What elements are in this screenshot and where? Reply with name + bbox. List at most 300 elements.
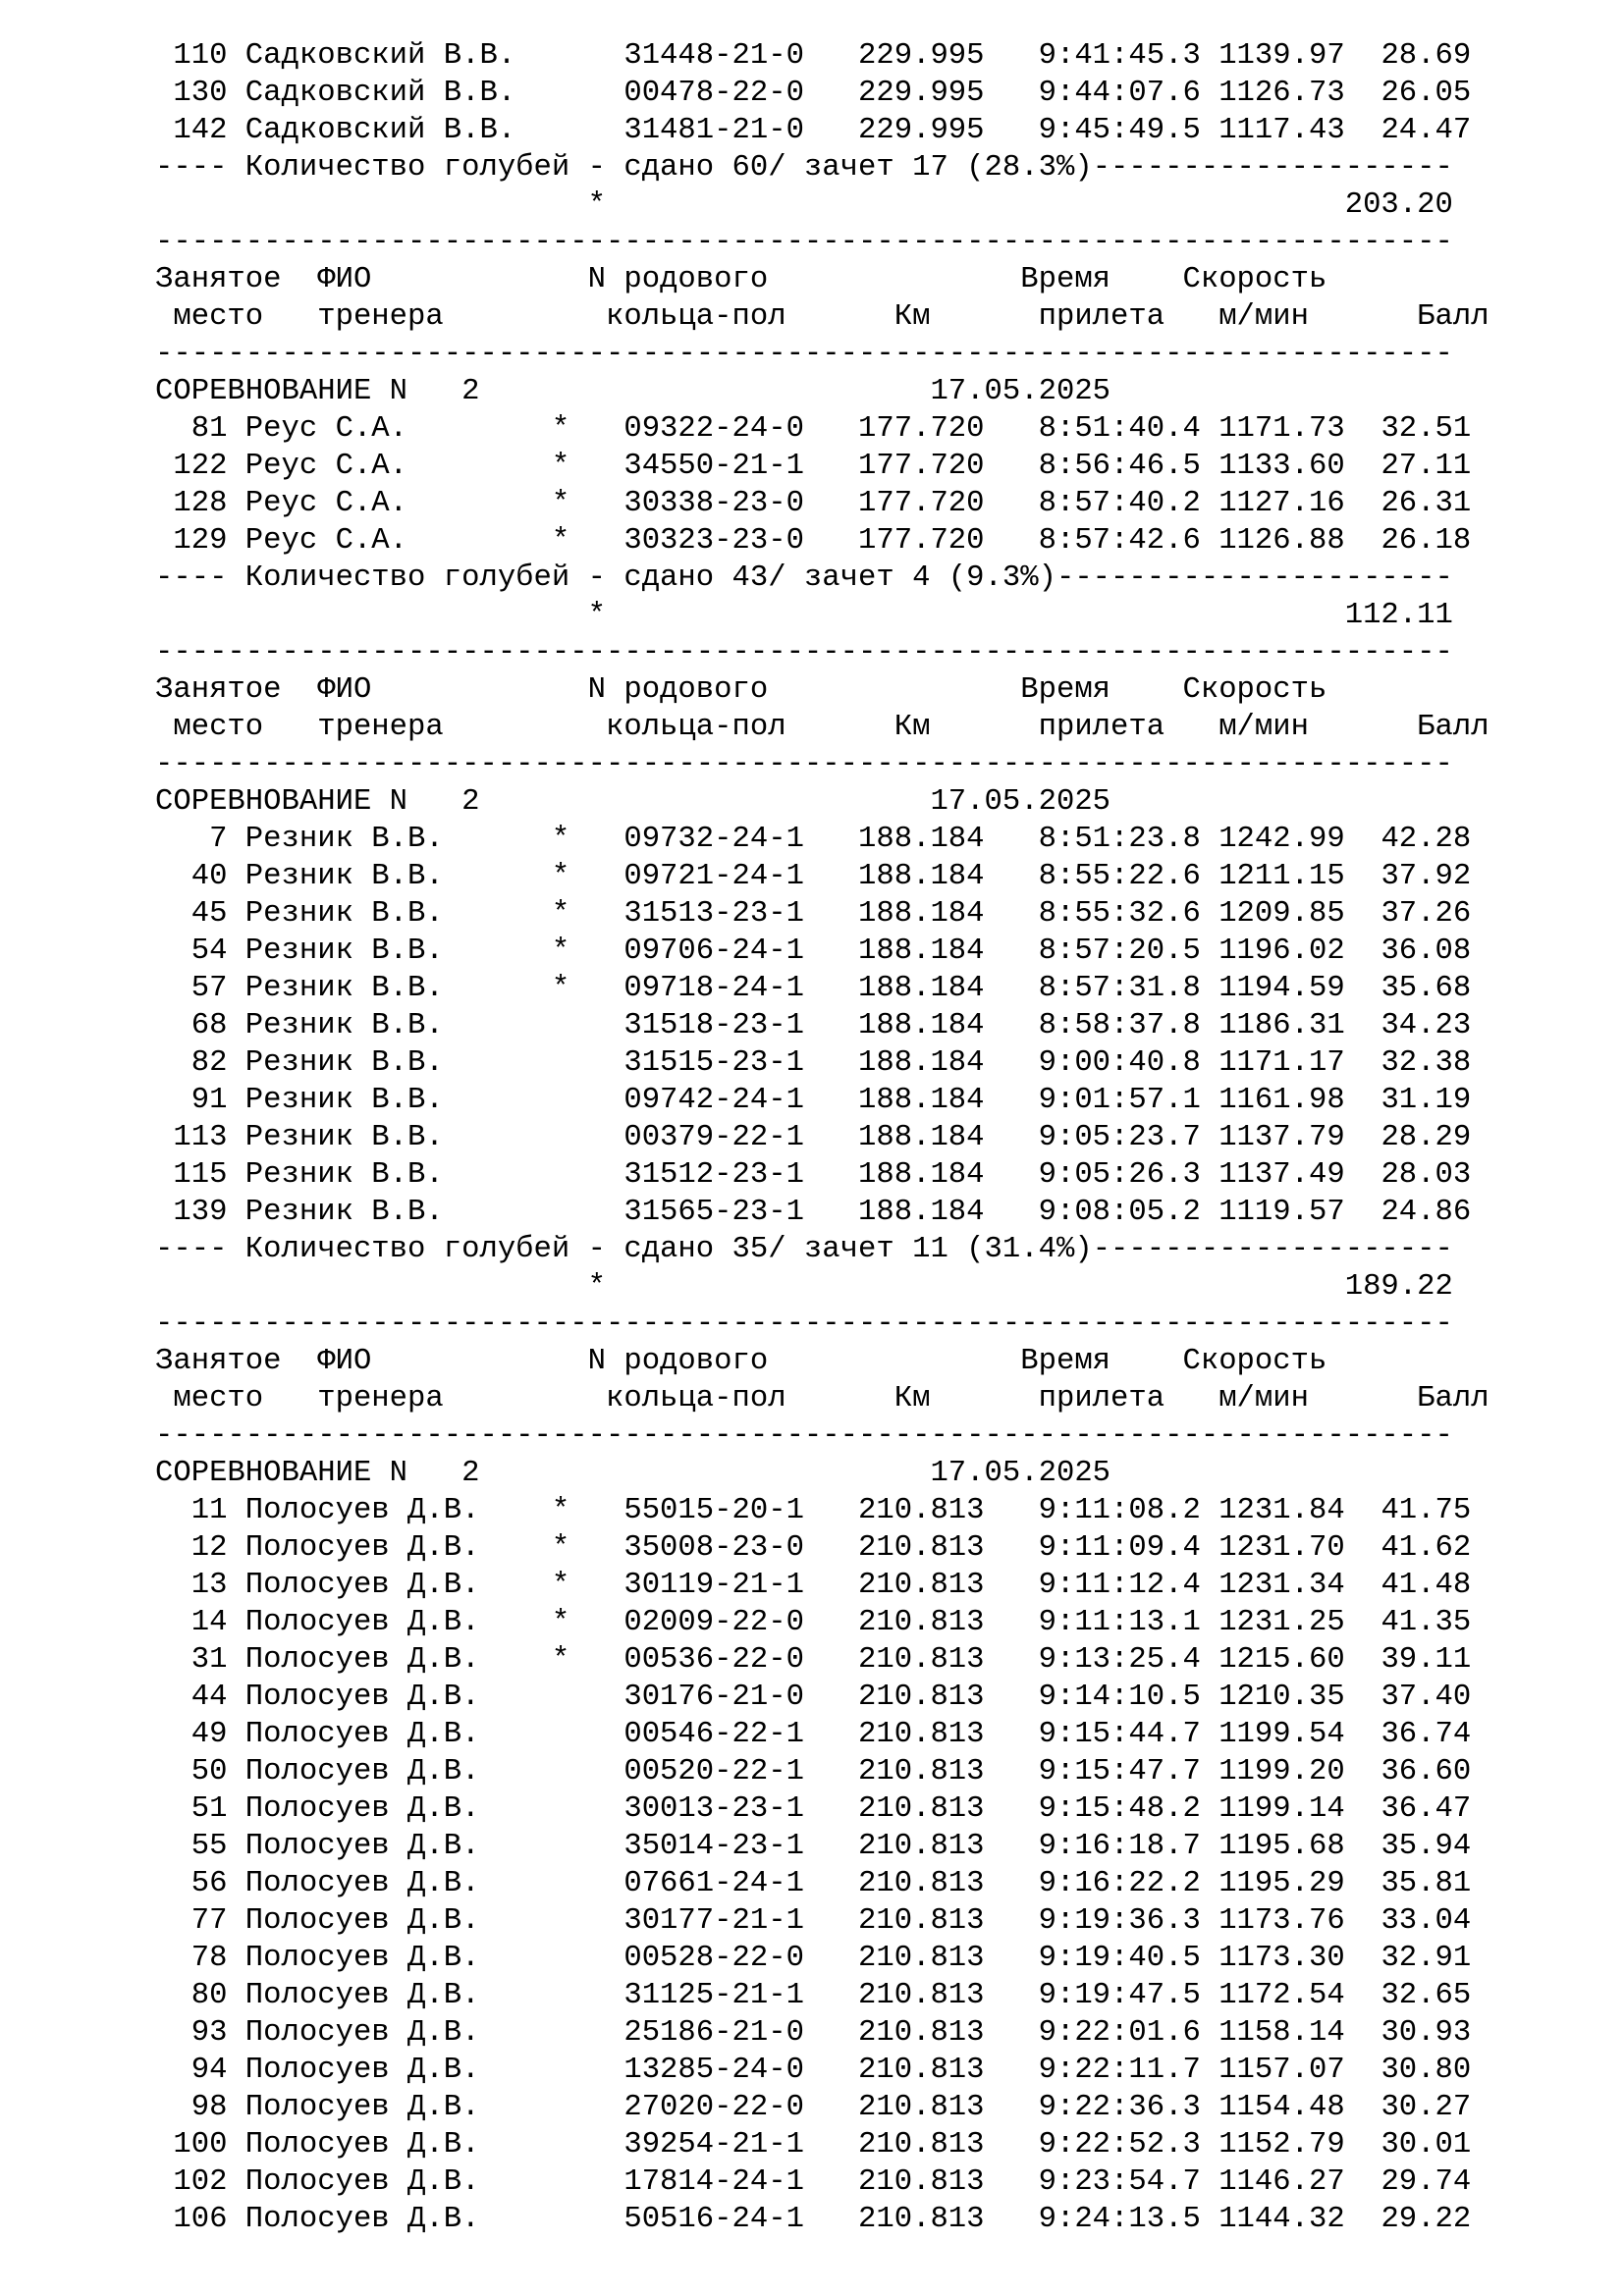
- header-ring2: кольца-пол: [605, 711, 786, 744]
- row-place: 130: [173, 77, 228, 110]
- row-speed: 1199.20: [1218, 1755, 1345, 1789]
- row-km: 210.813: [858, 1904, 985, 1938]
- row-time: 8:51:23.8: [1038, 823, 1201, 856]
- header-time: Время: [1020, 263, 1111, 296]
- row-ring: 35008-23-0: [623, 1531, 804, 1565]
- row-km: 188.184: [858, 1121, 985, 1154]
- row-name: Резник В.В.: [244, 860, 444, 893]
- row-star: *: [551, 524, 570, 558]
- row-ring: 07661-24-1: [623, 1867, 804, 1900]
- row-star: *: [551, 897, 570, 931]
- row-score: 30.93: [1380, 2016, 1472, 2050]
- row-score: 26.31: [1380, 487, 1472, 520]
- table-row: [155, 1790, 1489, 1828]
- header-time: Время: [1020, 1345, 1111, 1378]
- row-time: 9:11:12.4: [1038, 1569, 1201, 1602]
- row-km: 210.813: [858, 2128, 985, 2162]
- header-time2: прилета: [1038, 711, 1165, 744]
- table-row: [155, 522, 1489, 560]
- competition-label: СОРЕВНОВАНИЕ N: [155, 1457, 408, 1490]
- row-ring: 13285-24-0: [623, 2054, 804, 2087]
- row-score: 41.35: [1380, 1606, 1472, 1639]
- row-km: 188.184: [858, 897, 985, 931]
- row-km: 229.995: [858, 39, 985, 73]
- row-name: Реус С.А.: [244, 487, 408, 520]
- row-name: Реус С.А.: [244, 524, 408, 558]
- row-ring: 31513-23-1: [623, 897, 804, 931]
- row-speed: 1211.15: [1218, 860, 1345, 893]
- header-fio2: тренера: [317, 711, 444, 744]
- row-ring: 00528-22-0: [623, 1942, 804, 1975]
- row-ring: 31481-21-0: [623, 114, 804, 147]
- row-place: 91: [190, 1084, 228, 1117]
- row-time: 8:57:40.2: [1038, 487, 1201, 520]
- row-score: 30.80: [1380, 2054, 1472, 2087]
- row-time: 9:45:49.5: [1038, 114, 1201, 147]
- competition-date: 17.05.2025: [930, 1457, 1111, 1490]
- row-place: 11: [190, 1494, 228, 1527]
- row-time: 9:05:26.3: [1038, 1158, 1201, 1192]
- header-score: Балл: [1417, 300, 1489, 334]
- row-km: 177.720: [858, 524, 985, 558]
- row-score: 28.69: [1380, 39, 1472, 73]
- row-star: *: [551, 1569, 570, 1602]
- row-speed: 1117.43: [1218, 114, 1345, 147]
- row-time: 8:51:40.4: [1038, 412, 1201, 446]
- row-name: Садковский В.В.: [244, 77, 516, 110]
- row-name: Полосуев Д.В.: [244, 1942, 480, 1975]
- header-speed2: м/мин: [1218, 300, 1309, 334]
- row-ring: 30323-23-0: [623, 524, 804, 558]
- table-row: [155, 410, 1489, 448]
- table-row: [155, 485, 1489, 522]
- row-time: 8:55:22.6: [1038, 860, 1201, 893]
- row-time: 9:24:13.5: [1038, 2203, 1201, 2236]
- row-name: Резник В.В.: [244, 1046, 444, 1080]
- row-time: 9:41:45.3: [1038, 39, 1201, 73]
- row-time: 9:00:40.8: [1038, 1046, 1201, 1080]
- row-name: Полосуев Д.В.: [244, 1494, 480, 1527]
- row-place: 57: [190, 972, 228, 1005]
- row-ring: 39254-21-1: [623, 2128, 804, 2162]
- row-score: 37.92: [1380, 860, 1472, 893]
- row-place: 68: [190, 1009, 228, 1042]
- header-time: Время: [1020, 673, 1111, 707]
- table-row: [155, 858, 1489, 895]
- header-place2: место: [173, 711, 264, 744]
- row-km: 188.184: [858, 1084, 985, 1117]
- row-km: 177.720: [858, 450, 985, 483]
- row-speed: 1126.73: [1218, 77, 1345, 110]
- row-name: Резник В.В.: [244, 823, 444, 856]
- row-km: 188.184: [858, 860, 985, 893]
- row-name: Резник В.В.: [244, 1121, 444, 1154]
- table-row: [155, 1679, 1489, 1716]
- header-ring2: кольца-пол: [605, 1382, 786, 1415]
- row-place: 13: [190, 1569, 228, 1602]
- row-time: 9:19:36.3: [1038, 1904, 1201, 1938]
- row-place: 142: [173, 114, 228, 147]
- row-time: 9:11:13.1: [1038, 1606, 1201, 1639]
- row-ring: 27020-22-0: [623, 2091, 804, 2124]
- table-row: [155, 2201, 1489, 2238]
- total-line: * 189.22: [587, 1270, 1453, 1304]
- row-time: 9:05:23.7: [1038, 1121, 1201, 1154]
- row-name: Полосуев Д.В.: [244, 2165, 480, 2199]
- row-km: 210.813: [858, 1867, 985, 1900]
- summary-text: Количество голубей - сдано 60/ зачет 17 (28.3%): [244, 151, 1093, 185]
- header-score: Балл: [1417, 711, 1489, 744]
- row-star: *: [551, 1494, 570, 1527]
- header-score: Балл: [1417, 1382, 1489, 1415]
- row-time: 9:14:10.5: [1038, 1681, 1201, 1714]
- row-time: 9:11:08.2: [1038, 1494, 1201, 1527]
- row-star: *: [551, 412, 570, 446]
- competition-line: [155, 783, 1489, 821]
- table-row: [155, 1156, 1489, 1194]
- row-speed: 1154.48: [1218, 2091, 1345, 2124]
- row-name: Полосуев Д.В.: [244, 2054, 480, 2087]
- row-score: 37.26: [1380, 897, 1472, 931]
- row-score: 34.23: [1380, 1009, 1472, 1042]
- separator-line: ------------------------------------------------------------------------: [155, 636, 1453, 669]
- table-row: [155, 933, 1489, 970]
- row-place: 106: [173, 2203, 228, 2236]
- row-ring: 35014-23-1: [623, 1830, 804, 1863]
- table-row: [155, 1007, 1489, 1044]
- header-place: Занятое: [155, 263, 282, 296]
- summary-text: Количество голубей - сдано 43/ зачет 4 (9.3%): [244, 561, 1056, 595]
- row-name: Полосуев Д.В.: [244, 1867, 480, 1900]
- row-ring: 00379-22-1: [623, 1121, 804, 1154]
- row-time: 9:01:57.1: [1038, 1084, 1201, 1117]
- row-time: 9:22:36.3: [1038, 2091, 1201, 2124]
- row-score: 29.74: [1380, 2165, 1472, 2199]
- table-row: [155, 1940, 1489, 1977]
- table-row: [155, 448, 1489, 485]
- row-score: 39.11: [1380, 1643, 1472, 1677]
- row-place: 31: [190, 1643, 228, 1677]
- row-km: 210.813: [858, 1606, 985, 1639]
- row-place: 14: [190, 1606, 228, 1639]
- row-ring: 17814-24-1: [623, 2165, 804, 2199]
- row-score: 32.91: [1380, 1942, 1472, 1975]
- table-row: [155, 895, 1489, 933]
- table-row: [155, 2089, 1489, 2126]
- row-place: 98: [190, 2091, 228, 2124]
- row-time: 9:16:18.7: [1038, 1830, 1201, 1863]
- header-speed2: м/мин: [1218, 1382, 1309, 1415]
- header-ring: N родового: [587, 1345, 769, 1378]
- row-km: 210.813: [858, 1830, 985, 1863]
- row-score: 30.01: [1380, 2128, 1472, 2162]
- table-row: [155, 1604, 1489, 1641]
- row-ring: 31518-23-1: [623, 1009, 804, 1042]
- row-speed: 1195.29: [1218, 1867, 1345, 1900]
- row-time: 9:19:47.5: [1038, 1979, 1201, 2012]
- row-speed: 1144.32: [1218, 2203, 1345, 2236]
- total-score: 203.20: [1344, 188, 1453, 222]
- row-name: Полосуев Д.В.: [244, 1979, 480, 2012]
- summary-text: Количество голубей - сдано 35/ зачет 11 (31.4%): [244, 1233, 1093, 1266]
- row-km: 229.995: [858, 77, 985, 110]
- row-score: 32.65: [1380, 1979, 1472, 2012]
- row-speed: 1231.84: [1218, 1494, 1345, 1527]
- row-km: 210.813: [858, 2054, 985, 2087]
- row-time: 8:55:32.6: [1038, 897, 1201, 931]
- row-km: 210.813: [858, 1531, 985, 1565]
- row-place: 81: [190, 412, 228, 446]
- row-name: Полосуев Д.В.: [244, 1718, 480, 1751]
- separator-line: ------------------------------------------------------------------------: [155, 226, 1453, 259]
- row-place: 51: [190, 1792, 228, 1826]
- header-place: Занятое: [155, 1345, 282, 1378]
- table-row: [155, 1194, 1489, 1231]
- row-ring: 00536-22-0: [623, 1643, 804, 1677]
- row-speed: 1194.59: [1218, 972, 1345, 1005]
- row-name: Садковский В.В.: [244, 39, 516, 73]
- row-km: 210.813: [858, 2203, 985, 2236]
- row-place: 128: [173, 487, 228, 520]
- table-row: [155, 1044, 1489, 1082]
- row-place: 56: [190, 1867, 228, 1900]
- header-fio: ФИО: [317, 263, 372, 296]
- row-place: 82: [190, 1046, 228, 1080]
- row-time: 9:19:40.5: [1038, 1942, 1201, 1975]
- row-speed: 1127.16: [1218, 487, 1345, 520]
- row-ring: 02009-22-0: [623, 1606, 804, 1639]
- row-ring: 30176-21-0: [623, 1681, 804, 1714]
- row-score: 37.40: [1380, 1681, 1472, 1714]
- row-speed: 1215.60: [1218, 1643, 1345, 1677]
- row-ring: 55015-20-1: [623, 1494, 804, 1527]
- row-speed: 1139.97: [1218, 39, 1345, 73]
- row-km: 188.184: [858, 934, 985, 968]
- row-ring: 00478-22-0: [623, 77, 804, 110]
- row-place: 49: [190, 1718, 228, 1751]
- row-km: 177.720: [858, 487, 985, 520]
- row-score: 32.51: [1380, 412, 1472, 446]
- row-time: 9:15:48.2: [1038, 1792, 1201, 1826]
- row-time: 8:57:42.6: [1038, 524, 1201, 558]
- row-place: 55: [190, 1830, 228, 1863]
- row-km: 188.184: [858, 823, 985, 856]
- row-ring: 31512-23-1: [623, 1158, 804, 1192]
- competition-label: СОРЕВНОВАНИЕ N: [155, 785, 408, 819]
- row-time: 9:15:44.7: [1038, 1718, 1201, 1751]
- row-star: *: [551, 823, 570, 856]
- row-km: 210.813: [858, 1569, 985, 1602]
- row-score: 24.47: [1380, 114, 1472, 147]
- row-score: 41.75: [1380, 1494, 1472, 1527]
- row-score: 36.47: [1380, 1792, 1472, 1826]
- row-time: 8:57:20.5: [1038, 934, 1201, 968]
- row-ring: 00520-22-1: [623, 1755, 804, 1789]
- table-row: [155, 2052, 1489, 2089]
- separator-line: ------------------------------------------------------------------------: [155, 338, 1453, 371]
- row-star: *: [551, 1643, 570, 1677]
- row-place: 113: [173, 1121, 228, 1154]
- row-name: Полосуев Д.В.: [244, 1531, 480, 1565]
- row-name: Резник В.В.: [244, 1084, 444, 1117]
- row-speed: 1171.73: [1218, 412, 1345, 446]
- row-star: *: [551, 860, 570, 893]
- row-name: Полосуев Д.В.: [244, 1643, 480, 1677]
- table-row: [155, 37, 1489, 75]
- row-km: 210.813: [858, 1718, 985, 1751]
- summary-line: ---- Количество голубей - сдано 43/ зачет 4 (9.3%)----------------------: [155, 561, 1453, 595]
- table-row: [155, 970, 1489, 1007]
- row-km: 188.184: [858, 972, 985, 1005]
- row-score: 41.62: [1380, 1531, 1472, 1565]
- row-score: 36.60: [1380, 1755, 1472, 1789]
- row-time: 8:58:37.8: [1038, 1009, 1201, 1042]
- header-ring: N родового: [587, 673, 769, 707]
- row-place: 77: [190, 1904, 228, 1938]
- row-score: 41.48: [1380, 1569, 1472, 1602]
- row-place: 100: [173, 2128, 228, 2162]
- row-place: 129: [173, 524, 228, 558]
- row-score: 30.27: [1380, 2091, 1472, 2124]
- summary-line: ---- Количество голубей - сдано 35/ зачет 11 (31.4%)--------------------: [155, 1233, 1453, 1266]
- row-star: *: [551, 934, 570, 968]
- header-speed: Скорость: [1182, 263, 1327, 296]
- row-km: 210.813: [858, 1755, 985, 1789]
- row-km: 210.813: [858, 1643, 985, 1677]
- row-name: Полосуев Д.В.: [244, 1681, 480, 1714]
- total-score: 189.22: [1344, 1270, 1453, 1304]
- row-speed: 1231.70: [1218, 1531, 1345, 1565]
- row-name: Резник В.В.: [244, 934, 444, 968]
- table-row: [155, 75, 1489, 112]
- row-speed: 1133.60: [1218, 450, 1345, 483]
- table-row: [155, 1753, 1489, 1790]
- header-ring2: кольца-пол: [605, 300, 786, 334]
- row-score: 35.81: [1380, 1867, 1472, 1900]
- row-ring: 31125-21-1: [623, 1979, 804, 2012]
- row-time: 9:44:07.6: [1038, 77, 1201, 110]
- row-score: 36.74: [1380, 1718, 1472, 1751]
- row-km: 210.813: [858, 2091, 985, 2124]
- row-ring: 31565-23-1: [623, 1196, 804, 1229]
- table-row: [155, 1119, 1489, 1156]
- row-ring: 30013-23-1: [623, 1792, 804, 1826]
- competition-number: 2: [461, 1457, 480, 1490]
- competition-line: [155, 1455, 1489, 1492]
- row-name: Резник В.В.: [244, 972, 444, 1005]
- column-header-line2: [155, 298, 1489, 336]
- column-header-line2: [155, 709, 1489, 746]
- row-speed: 1126.88: [1218, 524, 1345, 558]
- header-time2: прилета: [1038, 300, 1165, 334]
- row-name: Резник В.В.: [244, 897, 444, 931]
- row-place: 12: [190, 1531, 228, 1565]
- row-ring: 09742-24-1: [623, 1084, 804, 1117]
- row-star: *: [551, 1606, 570, 1639]
- row-score: 27.11: [1380, 450, 1472, 483]
- competition-date: 17.05.2025: [930, 375, 1111, 408]
- row-time: 9:22:01.6: [1038, 2016, 1201, 2050]
- row-time: 9:22:52.3: [1038, 2128, 1201, 2162]
- row-speed: 1173.76: [1218, 1904, 1345, 1938]
- row-score: 31.19: [1380, 1084, 1472, 1117]
- row-ring: 31515-23-1: [623, 1046, 804, 1080]
- row-km: 210.813: [858, 1979, 985, 2012]
- summary-line: ---- Количество голубей - сдано 60/ зачет 17 (28.3%)--------------------: [155, 151, 1453, 185]
- row-km: 188.184: [858, 1196, 985, 1229]
- row-ring: 09322-24-0: [623, 412, 804, 446]
- row-time: 9:23:54.7: [1038, 2165, 1201, 2199]
- header-speed: Скорость: [1182, 1345, 1327, 1378]
- row-place: 110: [173, 39, 228, 73]
- table-row: [155, 1902, 1489, 1940]
- row-star: *: [551, 1531, 570, 1565]
- separator-line: ------------------------------------------------------------------------: [155, 748, 1453, 781]
- row-time: 9:15:47.7: [1038, 1755, 1201, 1789]
- row-star: *: [551, 487, 570, 520]
- header-ring: N родового: [587, 263, 769, 296]
- row-ring: 25186-21-0: [623, 2016, 804, 2050]
- row-score: 26.18: [1380, 524, 1472, 558]
- row-ring: 31448-21-0: [623, 39, 804, 73]
- row-ring: 30338-23-0: [623, 487, 804, 520]
- row-speed: 1195.68: [1218, 1830, 1345, 1863]
- table-row: [155, 1492, 1489, 1529]
- header-speed: Скорость: [1182, 673, 1327, 707]
- row-speed: 1152.79: [1218, 2128, 1345, 2162]
- row-speed: 1137.49: [1218, 1158, 1345, 1192]
- row-speed: 1161.98: [1218, 1084, 1345, 1117]
- competition-label: СОРЕВНОВАНИЕ N: [155, 375, 408, 408]
- row-speed: 1173.30: [1218, 1942, 1345, 1975]
- row-name: Полосуев Д.В.: [244, 1792, 480, 1826]
- row-speed: 1209.85: [1218, 897, 1345, 931]
- separator-line: ------------------------------------------------------------------------: [155, 1419, 1453, 1453]
- row-ring: 34550-21-1: [623, 450, 804, 483]
- row-ring: 30177-21-1: [623, 1904, 804, 1938]
- row-time: 9:11:09.4: [1038, 1531, 1201, 1565]
- table-row: [155, 1529, 1489, 1567]
- row-score: 28.29: [1380, 1121, 1472, 1154]
- row-speed: 1171.17: [1218, 1046, 1345, 1080]
- row-km: 210.813: [858, 2165, 985, 2199]
- header-place2: место: [173, 1382, 264, 1415]
- header-fio: ФИО: [317, 673, 372, 707]
- table-row: [155, 1567, 1489, 1604]
- row-ring: 09706-24-1: [623, 934, 804, 968]
- row-name: Реус С.А.: [244, 412, 408, 446]
- row-score: 28.03: [1380, 1158, 1472, 1192]
- row-name: Полосуев Д.В.: [244, 2203, 480, 2236]
- row-speed: 1231.34: [1218, 1569, 1345, 1602]
- row-ring: 09732-24-1: [623, 823, 804, 856]
- header-speed2: м/мин: [1218, 711, 1309, 744]
- row-place: 93: [190, 2016, 228, 2050]
- row-ring: 50516-24-1: [623, 2203, 804, 2236]
- row-name: Полосуев Д.В.: [244, 2091, 480, 2124]
- row-place: 139: [173, 1196, 228, 1229]
- competition-number: 2: [461, 375, 480, 408]
- total-score: 112.11: [1344, 599, 1453, 632]
- row-score: 36.08: [1380, 934, 1472, 968]
- row-name: Полосуев Д.В.: [244, 1569, 480, 1602]
- table-row: [155, 1641, 1489, 1679]
- row-score: 24.86: [1380, 1196, 1472, 1229]
- total-line: * 203.20: [587, 188, 1453, 222]
- row-speed: 1119.57: [1218, 1196, 1345, 1229]
- row-name: Резник В.В.: [244, 1196, 444, 1229]
- row-km: 210.813: [858, 1792, 985, 1826]
